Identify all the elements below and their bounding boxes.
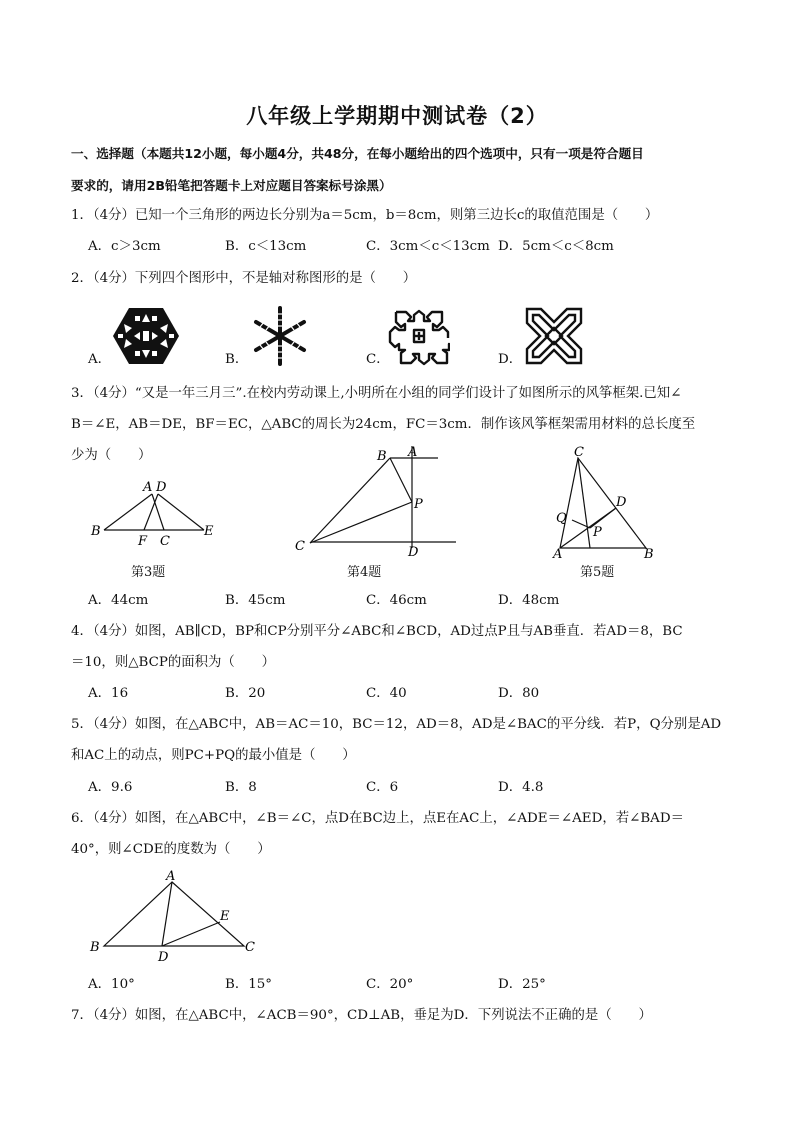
fig5-label-b: B bbox=[644, 547, 654, 562]
question-3-stem-line2: B＝∠E，AB＝DE，BF＝EC，△ABC的周长为24cm，FC＝3cm．制作该风筝框架需用材料的总长度至 bbox=[71, 417, 696, 432]
q1-option-b[interactable]: B．c＜13cm bbox=[225, 239, 307, 254]
question-1-stem: 1．（4分）已知一个三角形的两边长分别为a＝5cm，b＝8cm，则第三边长c的取值范围是（ ） bbox=[71, 208, 659, 223]
fig4-label-b: B bbox=[377, 449, 387, 464]
q4-option-c[interactable]: C．40 bbox=[366, 686, 407, 701]
caption-figure-3: 第3题 bbox=[131, 565, 166, 580]
q1-option-a[interactable]: A．c＞3cm bbox=[88, 239, 161, 254]
fig4-label-c: C bbox=[295, 539, 305, 554]
question-3-stem-line1: 3．（4分）“又是一年三月三”.在校内劳动课上,小明所在小组的同学们设计了如图所示的风筝框架.已知∠ bbox=[71, 386, 682, 401]
fig3-label-b: B bbox=[91, 524, 101, 539]
fig6-label-d: D bbox=[158, 950, 169, 964]
q1-option-d[interactable]: D．5cm＜c＜8cm bbox=[498, 239, 614, 254]
q4-option-b[interactable]: B．20 bbox=[225, 686, 266, 701]
fig5-label-a: A bbox=[553, 547, 563, 562]
q6-option-c[interactable]: C．20° bbox=[366, 977, 414, 992]
q2-option-d[interactable]: D． bbox=[498, 352, 523, 367]
section-heading-line2: 要求的，请用2B铅笔把答题卡上对应题目答案标号涂黑） bbox=[71, 178, 392, 193]
fig3-label-a: A bbox=[143, 480, 153, 495]
fig3-label-c: C bbox=[160, 534, 170, 549]
q6-option-a[interactable]: A．10° bbox=[88, 977, 135, 992]
figure-q4-parallel-lines bbox=[290, 440, 465, 560]
q5-option-a[interactable]: A．9.6 bbox=[88, 780, 133, 795]
fig4-label-d: D bbox=[408, 545, 419, 560]
fig4-label-a: A bbox=[408, 445, 418, 460]
figure-q6-triangle bbox=[86, 868, 266, 964]
fig6-label-e: E bbox=[220, 909, 230, 924]
snowflake-hexagon-figure bbox=[112, 306, 180, 366]
fig3-label-e: E bbox=[204, 524, 214, 539]
q6-option-b[interactable]: B．15° bbox=[225, 977, 272, 992]
fig5-label-p: P bbox=[593, 525, 602, 540]
question-4-stem-line1: 4．（4分）如图，AB∥CD，BP和CP分别平分∠ABC和∠BCD，AD过点P且与AB垂直．若AD＝8，BC bbox=[71, 624, 683, 639]
fig4-label-p: P bbox=[414, 497, 423, 512]
section-heading-line1: 一、选择题（本题共12小题，每小题4分，共48分，在每小题给出的四个选项中，只有一项是符合题目 bbox=[71, 146, 644, 161]
question-5-stem-line2: 和AC上的动点，则PC+PQ的最小值是（ ） bbox=[71, 748, 356, 763]
caption-figure-4: 第4题 bbox=[347, 565, 382, 580]
q6-option-d[interactable]: D．25° bbox=[498, 977, 546, 992]
q5-option-d[interactable]: D．4.8 bbox=[498, 780, 544, 795]
asterisk-snowflake-figure bbox=[250, 306, 310, 366]
q5-option-b[interactable]: B．8 bbox=[225, 780, 257, 795]
q2-option-c[interactable]: C． bbox=[366, 352, 390, 367]
fig5-label-c: C bbox=[574, 446, 584, 460]
question-6-stem-line1: 6．（4分）如图，在△ABC中，∠B＝∠C，点D在BC边上，点E在AC上，∠ADE＝∠AED，若∠BAD＝ bbox=[71, 811, 684, 826]
q3-option-b[interactable]: B．45cm bbox=[225, 593, 286, 608]
fig5-label-q: Q bbox=[556, 511, 567, 526]
q2-option-a[interactable]: A． bbox=[88, 352, 112, 367]
fig6-label-b: B bbox=[90, 940, 100, 955]
q3-option-a[interactable]: A．44cm bbox=[88, 593, 149, 608]
question-4-stem-line2: ＝10，则△BCP的面积为（ ） bbox=[71, 655, 275, 670]
question-5-stem-line1: 5．（4分）如图，在△ABC中，AB＝AC＝10，BC＝12，AD＝8，AD是∠BAC的平分线．若P，Q分别是AD bbox=[71, 717, 722, 732]
question-2-stem: 2．（4分）下列四个图形中，不是轴对称图形的是（ ） bbox=[71, 271, 417, 286]
figure-q3-kite-frame bbox=[84, 474, 224, 550]
q1-option-c[interactable]: C．3cm＜c＜13cm bbox=[366, 239, 490, 254]
q3-option-c[interactable]: C．46cm bbox=[366, 593, 427, 608]
question-3-stem-line3: 少为（ ） bbox=[71, 448, 152, 463]
q4-option-d[interactable]: D．80 bbox=[498, 686, 540, 701]
fig3-label-d: D bbox=[156, 480, 167, 495]
fig6-label-c: C bbox=[245, 940, 255, 955]
question-6-stem-line2: 40°，则∠CDE的度数为（ ） bbox=[71, 842, 271, 857]
question-7-stem: 7．（4分）如图，在△ABC中，∠ACB＝90°，CD⊥AB，垂足为D．下列说法不正确的是（ ） bbox=[71, 1008, 652, 1023]
page-title: 八年级上学期期中测试卷（2） bbox=[246, 104, 548, 128]
x-shaped-lattice-figure bbox=[524, 306, 584, 366]
q5-option-c[interactable]: C．6 bbox=[366, 780, 399, 795]
cross-pattern-figure bbox=[388, 306, 450, 366]
q3-option-d[interactable]: D．48cm bbox=[498, 593, 560, 608]
caption-figure-5: 第5题 bbox=[580, 565, 615, 580]
q4-option-a[interactable]: A．16 bbox=[88, 686, 129, 701]
fig5-label-d: D bbox=[616, 495, 627, 510]
fig3-label-f: F bbox=[138, 534, 148, 549]
figure-q5-isosceles-triangle bbox=[548, 446, 658, 562]
fig6-label-a: A bbox=[166, 869, 176, 884]
q2-option-b[interactable]: B． bbox=[225, 352, 249, 367]
